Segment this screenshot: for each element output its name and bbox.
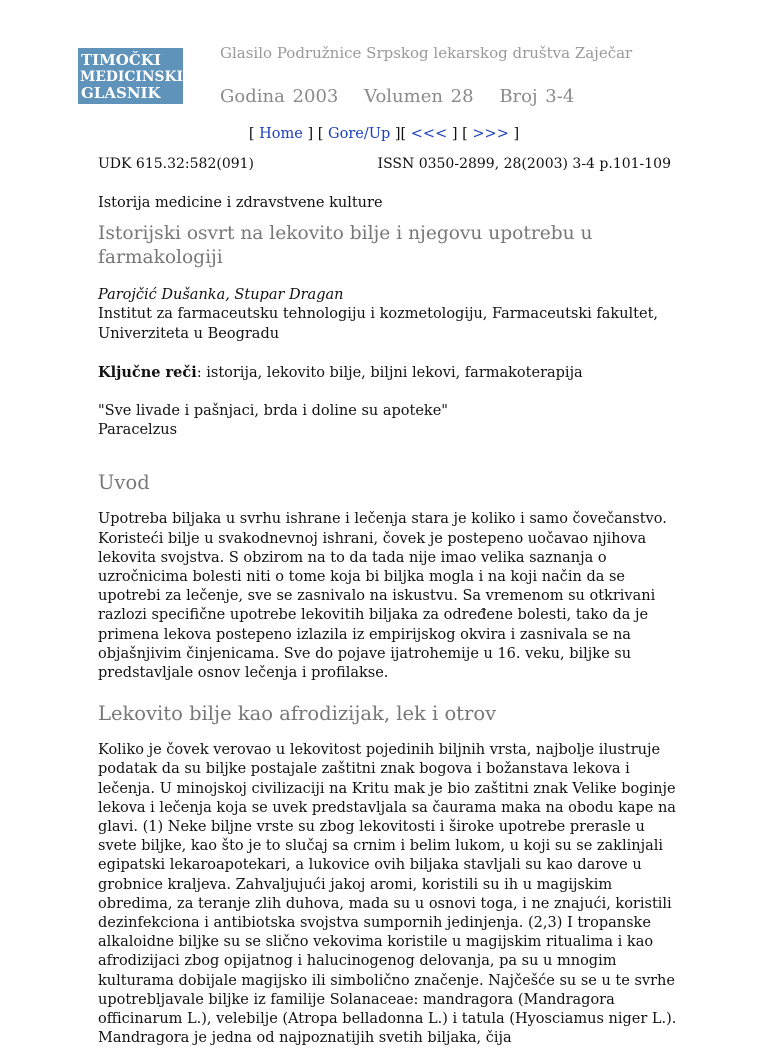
epigraph-author: Paracelzus <box>98 422 178 439</box>
heading-introduction: Uvod <box>98 471 150 495</box>
logo-text-line3: GLASNIK <box>81 84 161 102</box>
section-label: Istorija medicine i zdravstvene kulture <box>98 195 383 211</box>
up-link[interactable]: Gore/Up <box>328 126 391 142</box>
journal-logo <box>78 48 183 104</box>
keywords-list: : istorija, lekovito bilje, biljni lekovi, farmakoterapija <box>196 364 583 381</box>
paragraph-introduction: Upotreba biljaka u svrhu ishrane i lečenja stara je koliko i samo čovečanstvo. Koristeći bilje u svakodnevnoj ishrani, čovek je postepeno uočavao njihova lekovita svojstva. S obzirom na to da tada nije imao velika saznanja o uzročnicima bolesti niti o tome koja bi biljka mogla i na koji način da se upotrebi za lečenje, sve se zasnivalo na iskustvu. Sa vremenom su otkrivani razlozi specifične upotrebe lekovitih biljaka za određene bolesti, tako da je primena lekova postepeno izlazila iz empirijskog okvira i zasnivala se na objašnjivim činjenicama. Sve do pojave ijatrohemije u 16. veku, biljke su predstavljale osnov lečenja i profilakse. <box>98 511 667 682</box>
navigation-bar: [ Home ] [ Gore/Up ][ <<< ] [ >>> ] <box>248 126 520 142</box>
heading-medicinal-plants: Lekovito bilje kao afrodizijak, lek i otrov <box>98 702 497 726</box>
article-meta <box>98 156 671 172</box>
issue-number: Broj 3-4 <box>499 86 575 107</box>
keywords <box>98 363 678 383</box>
issn-code: ISSN 0350-2899, 28(2003) 3-4 p.101-109 <box>377 156 671 172</box>
epigraph-quote: "Sve livade i pašnjaci, brda i doline su apoteke" <box>98 403 448 420</box>
next-link[interactable]: >>> <box>472 126 509 142</box>
previous-link[interactable]: <<< <box>410 126 448 142</box>
issue-info <box>220 86 592 107</box>
issue-year: Godina 2003 <box>220 86 339 107</box>
logo-text-line1: TIMOČKI <box>81 51 161 69</box>
publisher-line: Glasilo Podružnice Srpskog lekarskog društva Zaječar <box>220 44 633 62</box>
author-affiliation: Institut za farmaceutsku tehnologiju i kozmetologiju, Farmaceutski fakultet, Univerziteta u Beogradu <box>98 306 659 342</box>
keywords-label: Ključne reči <box>98 363 197 381</box>
article-body <box>98 194 678 1049</box>
article-authors: Parojčić Dušanka, Stupar Dragan <box>98 287 344 304</box>
logo-text-line2: MEDICINSKI <box>80 69 183 85</box>
paragraph-medicinal-plants: Koliko je čovek verovao u lekovitost pojedinih biljnih vrsta, najbolje ilustruje podatak da su biljke postajale zaštitni znak bogova i božanstava lekova i lečenja. U minojskoj civilizaciji na Kritu mak je bio zaštitni znak Velike boginje lekova i lečenja koja se uvek predstavljala sa čaurama maka na obodu kape na glavi. (1) Neke biljne vrste su zbog lekovitosti i široke upotrebe prerasle u svete biljke, kao što je to slučaj sa crnim i belim lukom, u koji su se zaklinjali egipatski lekaroapotekari, a lukovice ovih biljaka stavljali su kao darove u grobnice kraljeva. Zahvaljujući jakoj aromi, koristili su ih u magijskim obredima, za teranje zlih duhova, mada su u osnovi toga, i ne znajući, koristili dezinfekciona i antibiotska svojstva sumpornih jedinjenja. (2,3) I tropanske alkaloidne biljke su se slično vekovima koristile u magijskim ritualima i kao afrodizijaci zbog opijatnog i halucinogenog delovanja, pa su u mnogim kulturama dobijale magijsko ili simbolično značenje. Najčešće su se u te svrhe upotrebljavale biljke iz familije Solanaceae: mandragora (Mandragora officinarum L.), velebilje (Atropa belladonna L.) i tatula (Hyosciamus niger L.). Mandragora je jedna od najpoznatijih svetih biljaka, čija <box>98 742 677 1047</box>
article-title: Istorijski osvrt na lekovito bilje i njegovu upotrebu u farmakologiji <box>98 223 593 269</box>
udk-code: UDK 615.32:582(091) <box>98 156 255 172</box>
home-link[interactable]: Home <box>259 126 303 142</box>
issue-volume: Volumen 28 <box>364 86 474 107</box>
